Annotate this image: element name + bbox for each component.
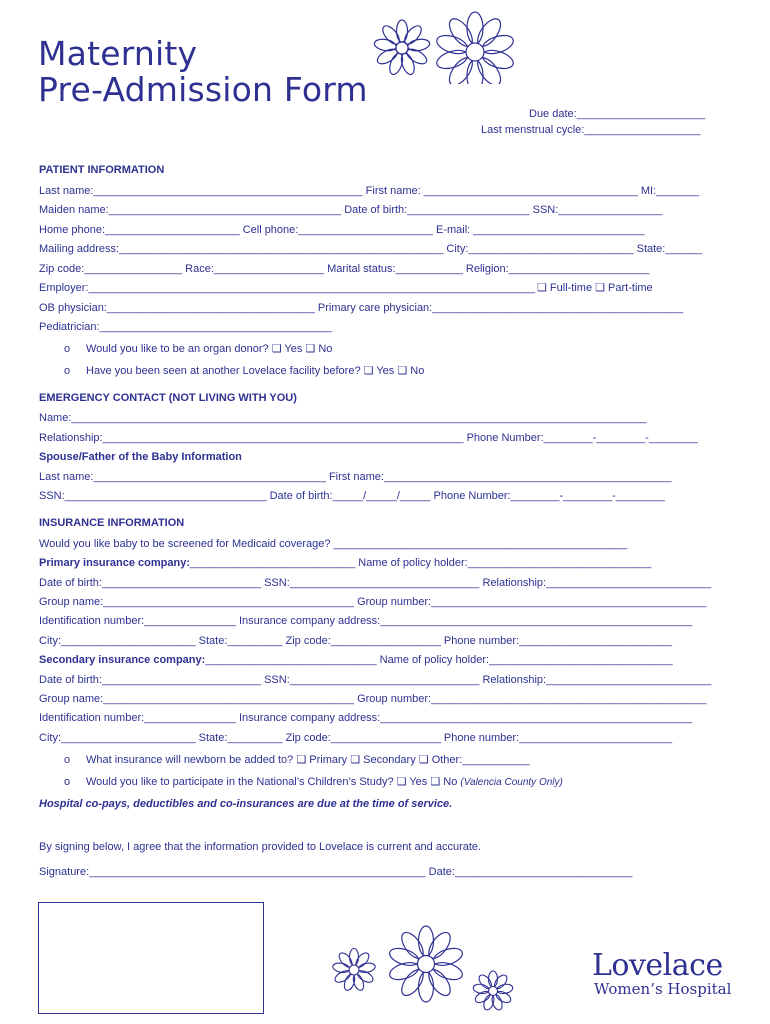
signature-date-row[interactable]: Signature:_______________________________________________________ Date:_____________________________ [39,866,633,878]
prior-visit-question[interactable] [64,364,424,378]
bullet-icon: o [64,754,71,766]
secondary-dob-ssn-row[interactable]: Date of birth:__________________________ SSN:_______________________________ Relationship:___________________________ [39,674,712,686]
spouse-father-subheading: Spouse/Father of the Baby Information [39,451,242,463]
emergency-name-row[interactable]: Name:______________________________________________________________________________________________ [39,412,647,424]
primary-insurance-row[interactable] [39,556,651,570]
bullet-icon: o [64,365,71,377]
mailing-address-row[interactable]: Mailing address:_____________________________________________________ City:___________________________ State:______ [39,243,703,255]
childrens-study-question[interactable] [64,775,563,790]
prior-visit-text: Have you been seen at another Lovelace facility before? ❏ Yes ❏ No [86,365,425,377]
spouse-name-row[interactable]: Last name:______________________________________ First name:_______________________________________________ [39,471,672,483]
secondary-city-state-row[interactable]: City:______________________ State:_________ Zip code:__________________ Phone number:_________________________ [39,732,673,744]
medicaid-screening-row[interactable]: Would you like baby to be screened for Medicaid coverage? ________________________________________________ [39,538,628,550]
daisy-flower-bottom-right-icon [470,968,516,1014]
last-menstrual-cycle-field[interactable]: Last menstrual cycle:___________________ [481,124,701,136]
pediatrician-row[interactable]: Pediatrician:______________________________________ [39,321,333,333]
blank-box [38,902,264,1014]
primary-insurance-fields: ___________________________ Name of policy holder:______________________________ [190,557,652,569]
phone-email-row[interactable]: Home phone:______________________ Cell phone:______________________ E-mail: ____________________________ [39,224,645,236]
maiden-dob-ssn-row[interactable]: Maiden name:______________________________________ Date of birth:____________________ SSN:_________________ [39,204,663,216]
insurance-info-heading: INSURANCE INFORMATION [39,517,185,529]
agreement-statement: By signing below, I agree that the information provided to Lovelace is current and accurate. [39,841,482,853]
organ-donor-text: Would you like to be an organ donor? ❏ Yes ❏ No [86,343,333,355]
daisy-flower-bottom-left-icon [330,946,378,994]
primary-city-state-row[interactable]: City:______________________ State:_________ Zip code:__________________ Phone number:_________________________ [39,635,673,647]
newborn-insurance-text: What insurance will newborn be added to? ❏ Primary ❏ Secondary ❏ Other:___________ [86,754,530,766]
daisy-flower-bottom-large-icon [384,922,468,1006]
secondary-insurance-fields: ____________________________ Name of policy holder:______________________________ [205,654,673,666]
secondary-group-row[interactable]: Group name:_________________________________________ Group number:_____________________________________________ [39,693,707,705]
secondary-insurance-row[interactable] [39,653,673,667]
primary-insurance-label: Primary insurance company: [39,557,191,569]
lovelace-logo-wordmark: Lovelace [592,948,723,983]
secondary-id-address-row[interactable]: Identification number:_______________ Insurance company address:___________________________________________________ [39,712,693,724]
spouse-ssn-dob-row[interactable]: SSN:_________________________________ Date of birth:_____/_____/_____ Phone Number:________-________-________ [39,490,665,502]
primary-dob-ssn-row[interactable]: Date of birth:__________________________ SSN:_______________________________ Relationship:___________________________ [39,577,712,589]
emergency-contact-heading: EMERGENCY CONTACT (NOT LIVING WITH YOU) [39,392,297,404]
childrens-study-text: Would you like to participate in the National’s Children’s Study? ❏ Yes ❏ No [86,776,461,788]
daisy-flower-large-icon [427,0,523,84]
physician-row[interactable]: OB physician:__________________________________ Primary care physician:_________________________________________ [39,302,684,314]
primary-id-address-row[interactable]: Identification number:_______________ Insurance company address:___________________________________________________ [39,615,693,627]
bullet-icon: o [64,343,71,355]
employment-type-checkboxes[interactable]: ❏ Full-time ❏ Part-time [537,282,653,294]
valencia-county-note: (Valencia County Only) [460,777,563,788]
secondary-insurance-label: Secondary insurance company: [39,654,206,666]
patient-name-row[interactable]: Last name:____________________________________________ First name: ___________________________________ MI:_______ [39,185,699,197]
primary-group-row[interactable]: Group name:_________________________________________ Group number:_____________________________________________ [39,596,707,608]
copay-notice: Hospital co-pays, deductibles and co-insurances are due at the time of service. [39,798,453,810]
form-title [38,36,368,108]
bullet-icon: o [64,776,71,788]
organ-donor-question[interactable] [64,342,332,356]
lovelace-logo-subtitle: Women’s Hospital [594,980,732,998]
zip-race-status-row[interactable]: Zip code:________________ Race:__________________ Marital status:___________ Religion:_______________________ [39,263,650,275]
daisy-flower-small-icon [372,18,432,78]
form-title-line1: Maternity [38,34,198,73]
due-date-field[interactable]: Due date:_____________________ [529,108,706,120]
emergency-relationship-row[interactable]: Relationship:___________________________________________________________ Phone Number:________-________-________ [39,432,698,444]
newborn-insurance-question[interactable] [64,753,530,767]
form-title-line2: Pre-Admission Form [38,70,368,109]
employer-row[interactable]: Employer:_________________________________________________________________________ [39,282,536,294]
patient-info-heading: PATIENT INFORMATION [39,164,165,176]
